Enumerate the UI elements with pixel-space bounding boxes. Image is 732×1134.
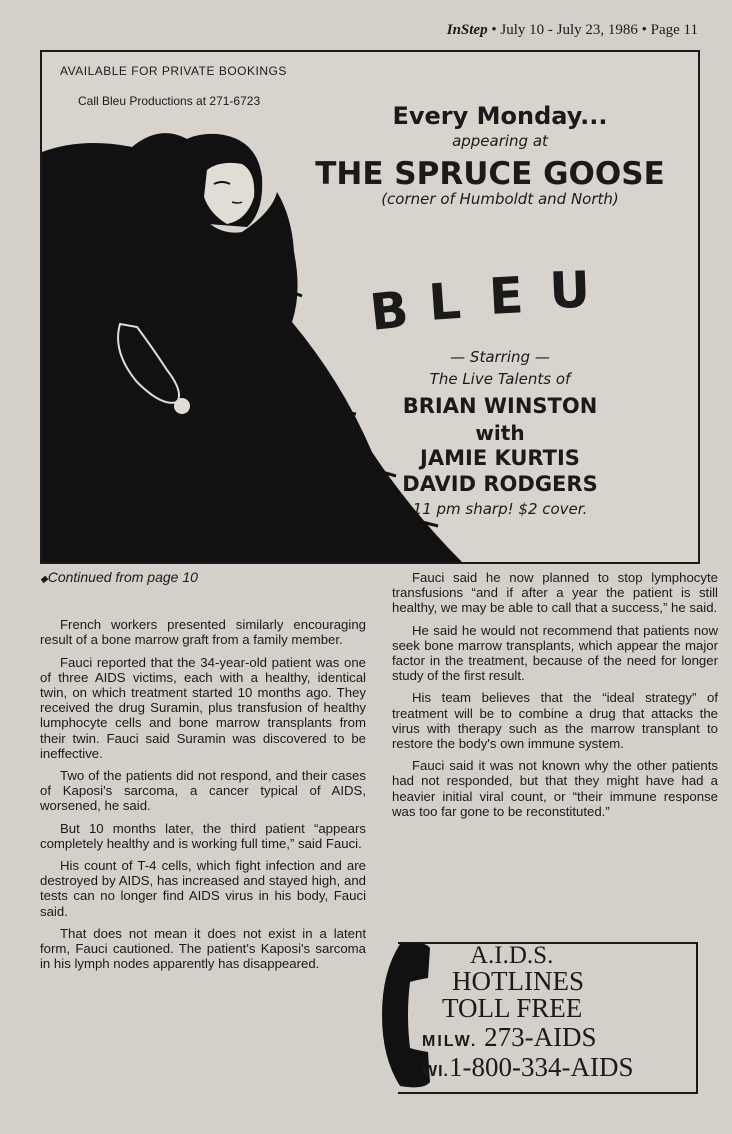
performer-name: JAMIE KURTIS	[420, 446, 580, 470]
bleu-letter-b: B	[367, 280, 412, 342]
aids-hotline-ad	[380, 938, 700, 1092]
wisconsin-label: WI.	[422, 1063, 449, 1080]
performer-name: BRIAN WINSTON	[402, 394, 598, 418]
booking-availability: AVAILABLE FOR PRIVATE BOOKINGS	[60, 64, 287, 78]
starring-label: — Starring —	[450, 348, 550, 366]
article-paragraph: Fauci reported that the 34-year-old patient was one of three AIDS victims, each with a healthy, identical twin, on which treatment started 10 months ago. They received the drug Suramin, plus transfusion of healthy lumphocyte cells and bone marrow transplants from their twin. Fauci said Suramin was discovered to be ineffective.	[40, 654, 366, 761]
toll-free-label: TOLL FREE	[442, 993, 583, 1023]
live-talents-label: The Live Talents of	[429, 370, 571, 388]
appearing-at: appearing at	[452, 132, 548, 150]
venue-name: THE SPRUCE GOOSE	[315, 156, 665, 192]
wisconsin-number: 1-800-334-AIDS	[449, 1052, 634, 1082]
page-number: Page 11	[650, 22, 698, 38]
hotline-subtitle: HOTLINES	[452, 966, 584, 996]
continued-note	[40, 570, 366, 587]
milwaukee-hotline	[422, 1022, 597, 1053]
article-column-right	[392, 570, 718, 826]
bleu-advertisement	[40, 50, 700, 564]
milwaukee-number: 273-AIDS	[484, 1022, 597, 1052]
bullet: •	[491, 22, 501, 38]
bullet: •	[641, 22, 651, 38]
issue-dates: July 10 - July 23, 1986	[500, 22, 638, 38]
article-paragraph: He said he would not recommend that patients now seek bone marrow transplants, which appear the major factor in the treatment, because of the need for longer study of the first result.	[392, 622, 718, 684]
article-column-left	[40, 570, 366, 978]
article-paragraph: But 10 months later, the third patient “appears completely healthy and is working full time,” said Fauci.	[40, 820, 366, 851]
ad-headline: Every Monday...	[392, 102, 608, 130]
with-label: with	[475, 421, 525, 445]
show-time: 11 pm sharp! $2 cover.	[412, 500, 588, 518]
bleu-letter-u: U	[548, 260, 592, 320]
article-paragraph: That does not mean it does not exist in a latent form, Fauci cautioned. The patient's Kaposi's sarcoma in his lymph nodes apparently has disappeared.	[40, 925, 366, 972]
article-paragraph: His count of T-4 cells, which fight infection and are destroyed by AIDS, has increased and stayed high, and tests can no longer find AIDS virus in his body, Fauci said.	[40, 858, 366, 919]
performer-name: DAVID RODGERS	[402, 472, 598, 496]
article-paragraph: His team believes that the “ideal strategy” of treatment will be to combine a drug that attacks the virus with therapy such as the marrow transplant to restore the body's own immune system.	[392, 690, 718, 752]
article-paragraph: Fauci said he now planned to stop lymphocyte transfusions “and if after a year the patient is still healthy, we may be able to call that a success,” he said.	[392, 570, 718, 616]
page-header	[447, 22, 698, 39]
article-paragraph: Fauci said it was not known why the other patients had not responded, but that they might have had a heavier initial viral count, or “their immune response was too far gone to be reconstituted.”	[392, 758, 718, 819]
arrow-icon: ◆	[40, 574, 48, 585]
booking-phone: Call Bleu Productions at 271-6723	[78, 94, 261, 108]
publication-name: InStep	[446, 22, 488, 38]
venue-location: (corner of Humboldt and North)	[381, 190, 619, 208]
milwaukee-label: MILW.	[422, 1033, 478, 1050]
hotline-title: A.I.D.S.	[470, 942, 554, 969]
bleu-letter-l: L	[426, 271, 463, 332]
wisconsin-hotline	[422, 1052, 633, 1083]
continued-text: Continued from page 10	[47, 569, 198, 585]
article-paragraph: French workers presented similarly encouraging result of a bone marrow graft from a family member.	[40, 617, 366, 648]
bleu-letter-e: E	[487, 266, 525, 326]
article-paragraph: Two of the patients did not respond, and their cases of Kaposi's sarcoma, a cancer typical of AIDS, worsened, he said.	[40, 768, 366, 814]
